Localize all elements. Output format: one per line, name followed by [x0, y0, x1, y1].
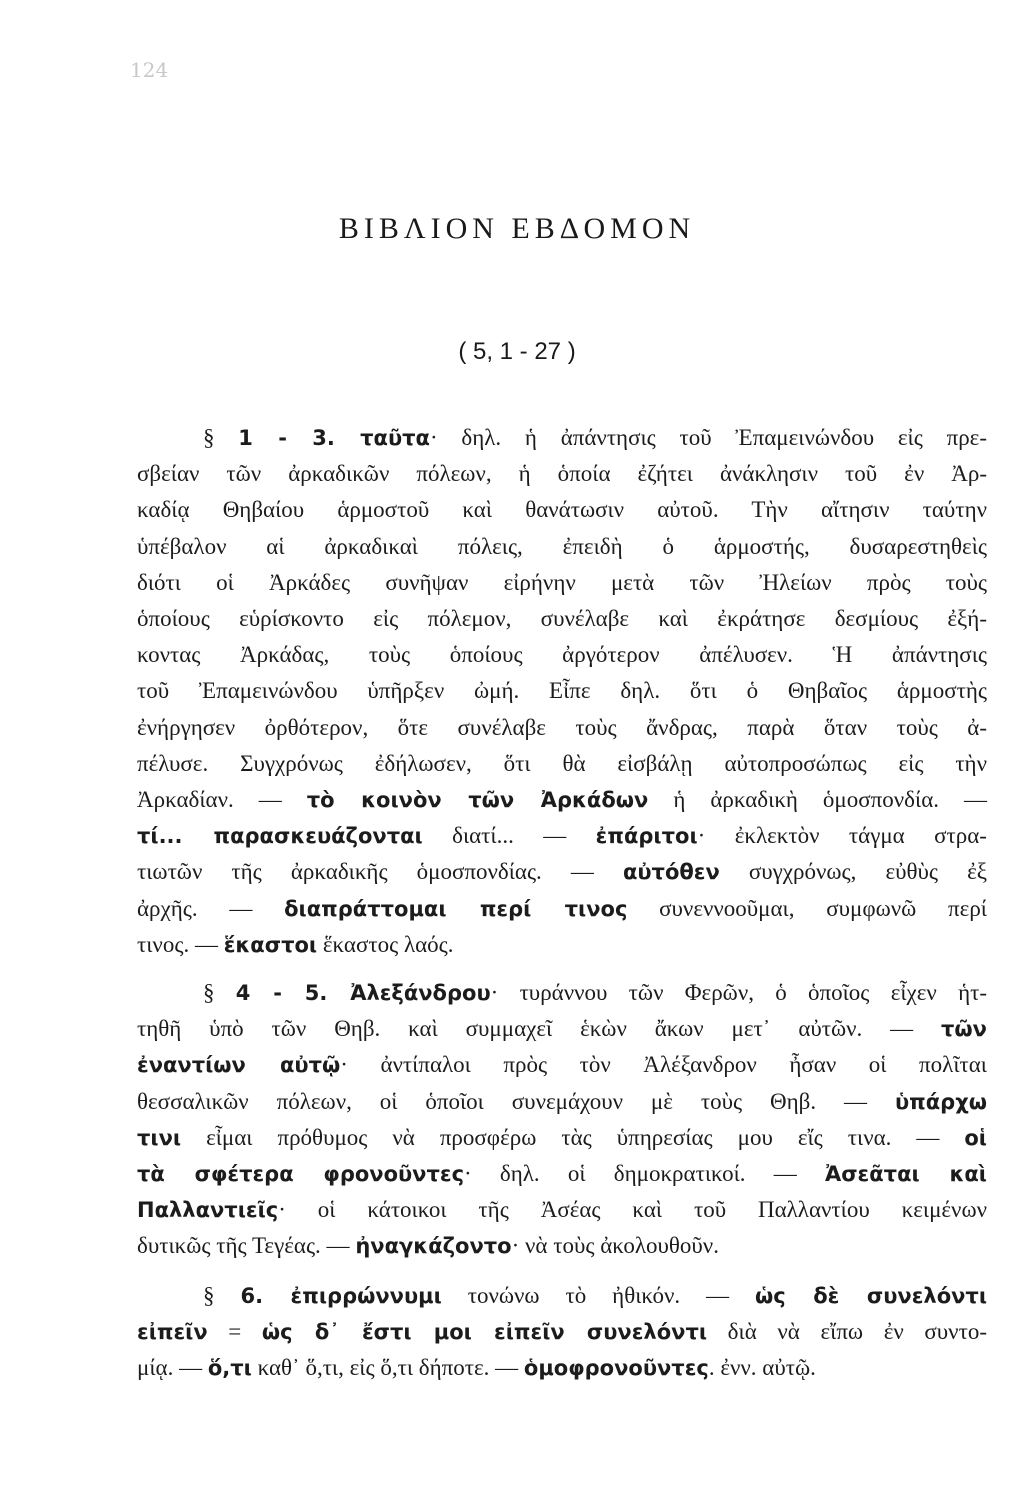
lemma-term: ὡς δὲ συνελόντι — [755, 1284, 988, 1308]
text-line — [137, 1011, 987, 1047]
text-line — [137, 927, 987, 963]
lemma-term: 4 - 5. Ἀλεξάνδρου — [235, 981, 491, 1005]
gloss-text: . ἐνν. αὐτῷ. — [708, 1355, 816, 1381]
book-title: ΒΙΒΛΙΟΝ ΕΒΔΟΜΟΝ — [338, 212, 696, 245]
lemma-term: ἐναντίων αὐτῷ — [137, 1053, 341, 1078]
gloss-text: σβείαν τῶν ἀρκαδικῶν πόλεων, ἡ ὁποία ἐζήτει ἀνάκλησιν τοῦ ἐν Ἀρ- — [137, 461, 987, 487]
lemma-term: εἰπεῖν — [137, 1320, 208, 1345]
lemma-term: τὰ σφέτερα φρονοῦντες — [137, 1162, 465, 1187]
gloss-text: · ἐκλεκτὸν τάγμα στρα- — [697, 823, 987, 849]
commentary-section-6 — [137, 1278, 987, 1387]
text-line — [137, 1192, 987, 1228]
text-line — [137, 710, 987, 746]
lemma-term: οἱ — [964, 1125, 987, 1150]
lemma-term: ἠναγκάζοντο — [355, 1234, 512, 1259]
text-line — [137, 1314, 987, 1350]
gloss-text: = — [207, 1319, 262, 1345]
gloss-text: συνεννοοῦμαι, συμφωνῶ περί — [627, 895, 987, 921]
text-line — [137, 854, 987, 890]
gloss-text: ἀρχῆς. — — [137, 895, 285, 921]
gloss-text: ὑπέβαλον αἱ ἀρκαδικαὶ πόλεις, ἐπειδὴ ὁ ἁρμοστής, δυσαρεστηθεὶς — [137, 533, 987, 559]
gloss-text: ἐνήργησεν ὀρθότερον, ὅτε συνέλαβε τοὺς ἄνδρας, παρὰ ὅταν τοὺς ἀ- — [137, 714, 987, 740]
lemma-term: ὅ,τι — [207, 1356, 252, 1381]
gloss-text: · δηλ. οἱ δημοκρατικοί. — — [464, 1161, 825, 1187]
lemma-term: ἐπάριτοι — [595, 824, 698, 849]
text-line — [137, 1278, 987, 1314]
lemma-term: ἕκαστοι — [223, 932, 318, 957]
lemma-term: ὑπάρχω — [894, 1089, 987, 1114]
gloss-text: μίᾳ. — — [137, 1355, 208, 1381]
gloss-text: τοῦ Ἐπαμεινώνδου ὑπῆρξεν ὠμή. Εἶπε δηλ. ὅτι ὁ Θηβαῖος ἁρμοστὴς — [137, 678, 987, 704]
book-chapter-reference: ( 5, 1 - 27 ) — [458, 338, 576, 365]
text-line — [137, 420, 987, 456]
gloss-text: Ἀρκαδίαν. — — [137, 787, 307, 813]
text-line — [137, 1350, 987, 1386]
gloss-text: διατί... — — [422, 823, 596, 849]
text-line — [137, 1047, 987, 1083]
lemma-term: τῶν — [941, 1017, 987, 1042]
gloss-text: § — [203, 1283, 241, 1308]
text-line — [137, 746, 987, 782]
lemma-term: διαπράττομαι περί τινος — [284, 896, 628, 921]
gloss-text: · τυράννου τῶν Φερῶν, ὁ ὁποῖος εἶχεν ἡτ- — [490, 980, 988, 1005]
text-line — [137, 492, 987, 528]
gloss-text: · δηλ. ἡ ἀπάντησις τοῦ Ἐπαμεινώνδου εἰς πρε- — [429, 425, 988, 450]
gloss-text: ἕκαστος λαός. — [317, 931, 454, 957]
text-line — [137, 565, 987, 601]
text-line — [137, 891, 987, 927]
lemma-term: 1 - 3. ταῦτα — [238, 426, 430, 450]
lemma-term: Ἀσεᾶται καὶ — [824, 1162, 987, 1187]
gloss-text: θεσσαλικῶν πόλεων, οἱ ὁποῖοι συνεμάχουν μὲ τοὺς Θηβ. — — [137, 1088, 895, 1114]
text-line — [137, 818, 987, 854]
gloss-text: διὰ νὰ εἴπω ἐν συντο- — [707, 1319, 987, 1345]
text-line — [137, 637, 987, 673]
text-line — [137, 975, 987, 1011]
lemma-term: αὐτόθεν — [622, 860, 720, 885]
gloss-text: § — [203, 425, 239, 450]
gloss-text: δυτικῶς τῆς Τεγέας. — — [137, 1233, 356, 1259]
text-line — [137, 456, 987, 492]
lemma-term: τί... παρασκευάζονται — [137, 824, 423, 849]
gloss-text: καθ᾽ ὅ,τι, εἰς ὅ,τι δήποτε. — — [251, 1355, 524, 1381]
text-line — [137, 1228, 987, 1264]
text-line — [137, 1120, 987, 1156]
gloss-text: τηθῆ ὑπὸ τῶν Θηβ. καὶ συμμαχεῖ ἑκὼν ἄκων μετ᾽ αὐτῶν. — — [137, 1016, 942, 1042]
gloss-text: τιωτῶν τῆς ἀρκαδικῆς ὁμοσπονδίας. — — [137, 859, 623, 885]
gloss-text: διότι οἱ Ἀρκάδες συνῆψαν εἰρήνην μετὰ τῶν Ἠλείων πρὸς τοὺς — [137, 569, 987, 595]
page-number: 124 — [130, 58, 169, 82]
gloss-text: · νὰ τοὺς ἀκολουθοῦν. — [511, 1233, 719, 1259]
gloss-text: εἶμαι πρόθυμος νὰ προσφέρω τὰς ὑπηρεσίας μου εἴς τινα. — — [181, 1124, 965, 1150]
lemma-term: ὡς δ᾽ ἔστι μοι εἰπεῖν συνελόντι — [261, 1320, 708, 1345]
gloss-text: τινος. — — [137, 931, 224, 957]
text-line — [137, 529, 987, 565]
gloss-text: ὁποίους εὑρίσκοντο εἰς πόλεμον, συνέλαβε καὶ ἐκράτησε δεσμίους ἐξή- — [137, 606, 987, 632]
gloss-text: · οἱ κάτοικοι τῆς Ἀσέας καὶ τοῦ Παλλαντίου κειμένων — [278, 1197, 987, 1223]
commentary-section-4-5 — [137, 975, 987, 1265]
text-line — [137, 782, 987, 818]
text-line — [137, 1084, 987, 1120]
gloss-text: § — [203, 980, 236, 1005]
gloss-text: συγχρόνως, εὐθὺς ἐξ — [719, 859, 987, 885]
text-line — [137, 601, 987, 637]
gloss-text: κοντας Ἀρκάδας, τοὺς ὁποίους ἀργότερον ἀπέλυσεν. Ἡ ἀπάντησις — [137, 642, 987, 668]
gloss-text: πέλυσε. Συγχρόνως ἐδήλωσεν, ὅτι θὰ εἰσβάλῃ αὐτοπροσώπως εἰς τὴν — [137, 750, 987, 776]
gloss-text: καδίᾳ Θηβαίου ἁρμοστοῦ καὶ θανάτωσιν αὐτοῦ. Τὴν αἴτησιν ταύτην — [137, 497, 987, 523]
lemma-term: 6. ἐπιρρώννυμι — [240, 1284, 442, 1308]
lemma-term: ὁμοφρονοῦντες — [523, 1356, 709, 1381]
lemma-term: τὸ κοινὸν τῶν Ἀρκάδων — [306, 788, 649, 813]
gloss-text: ἡ ἀρκαδικὴ ὁμοσπονδία. — — [648, 787, 987, 813]
lemma-term: Παλλαντιεῖς — [137, 1198, 279, 1223]
text-line — [137, 1156, 987, 1192]
gloss-text: · ἀντίπαλοι πρὸς τὸν Ἀλέξανδρον ἦσαν οἱ πολῖται — [340, 1052, 987, 1078]
lemma-term: τινι — [137, 1125, 182, 1150]
commentary-section-1-3 — [137, 420, 987, 963]
gloss-text: τονώνω τὸ ἠθικόν. — — [441, 1283, 756, 1308]
text-line — [137, 673, 987, 709]
